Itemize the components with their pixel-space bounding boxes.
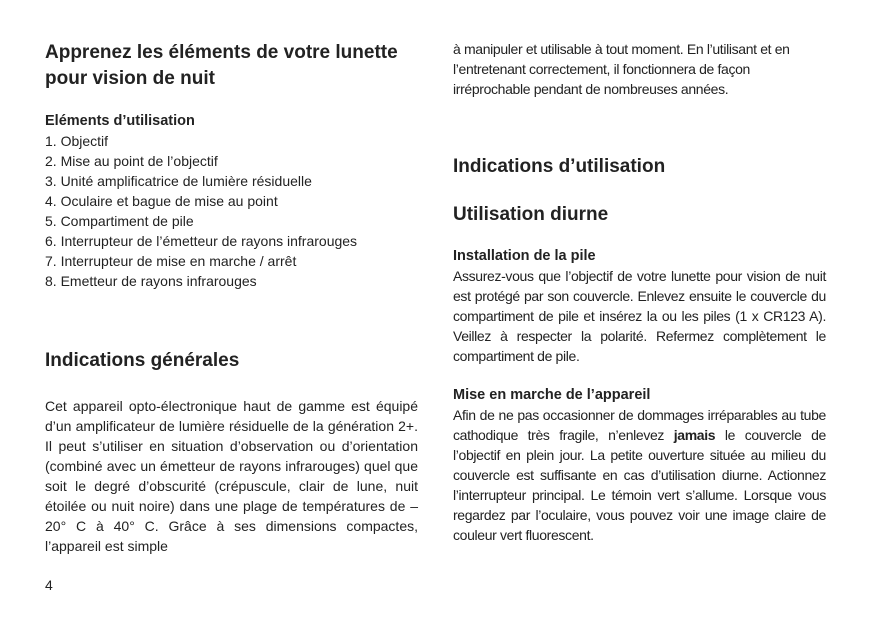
page-number: 4: [45, 577, 53, 593]
list-item: 7. Interrupteur de mise en marche / arrêt: [45, 253, 297, 269]
usage-indications-heading: Indications d’utilisation: [453, 156, 666, 177]
elements-heading: Eléments d’utilisation: [45, 113, 195, 129]
battery-installation-text: Assurez-vous que l’objectif de votre lunette pour vision de nuit est protégé par son couvercle. Enlevez ensuite le couvercle du compartiment de pile et insérez la ou les piles (1 x CR123 A). Veillez à respecter la polarité. Refermez complètement le compartiment de pile.: [453, 268, 826, 364]
startup-text-part-1: Afin de ne pas occasionner de dommages irréparables au tube cathodique très fragile, n’enlevez: [453, 407, 826, 443]
emphasis-never: jamais: [673, 427, 716, 443]
startup-text: [453, 405, 826, 545]
list-item: 6. Interrupteur de l’émetteur de rayons infrarouges: [45, 233, 358, 249]
startup-text-part-2: le couvercle de l’objectif en plein jour. La petite ouverture située au milieu du couvercle est suffisante en cas d’utilisation diurne. Actionnez l’interrupteur principal. Le témoin vert s’allume. Lorsque vous regardez par l’oculaire, vous pouvez voir une image claire de couleur vert fluorescent.: [453, 427, 826, 543]
general-indications-heading: Indications générales: [45, 350, 240, 371]
battery-installation-heading: Installation de la pile: [453, 248, 596, 264]
list-item: 8. Emetteur de rayons infrarouges: [45, 273, 257, 289]
list-item: 1. Objectif: [45, 133, 109, 149]
general-indications-text: Cet appareil opto-électronique haut de gamme est équipé d’un amplificateur de lumière résiduelle de la génération 2+. Il peut s’utiliser en situation d’observation ou d’orientation (combiné avec un émetteur de rayons infrarouges) quel que soit le degré d’obscurité (crépuscule, clair de lune, nuit étoilée ou nuit noire) dans une plage de températures de – 20° C à 40° C. Grâce à ses dimensions compactes, l’appareil est simple: [45, 398, 418, 554]
list-item: 3. Unité amplificatrice de lumière résiduelle: [45, 173, 312, 189]
list-item: 4. Oculaire et bague de mise au point: [45, 193, 278, 209]
right-column: [453, 38, 826, 545]
list-item: 5. Compartiment de pile: [45, 213, 194, 229]
list-item: 2. Mise au point de l’objectif: [45, 153, 218, 169]
continuation-text: à manipuler et utilisable à tout moment. En l’utilisant et en l’entretenant correctement, il fonctionnera de façon irréprochable pendant de nombreuses années.: [453, 41, 790, 97]
daytime-use-heading: Utilisation diurne: [453, 204, 609, 225]
elements-list: [45, 131, 418, 291]
startup-heading: Mise en marche de l’appareil: [453, 387, 651, 403]
section-title-learn-elements: Apprenez les éléments de votre lunette pour vision de nuit: [45, 42, 398, 89]
left-column: [45, 38, 418, 556]
